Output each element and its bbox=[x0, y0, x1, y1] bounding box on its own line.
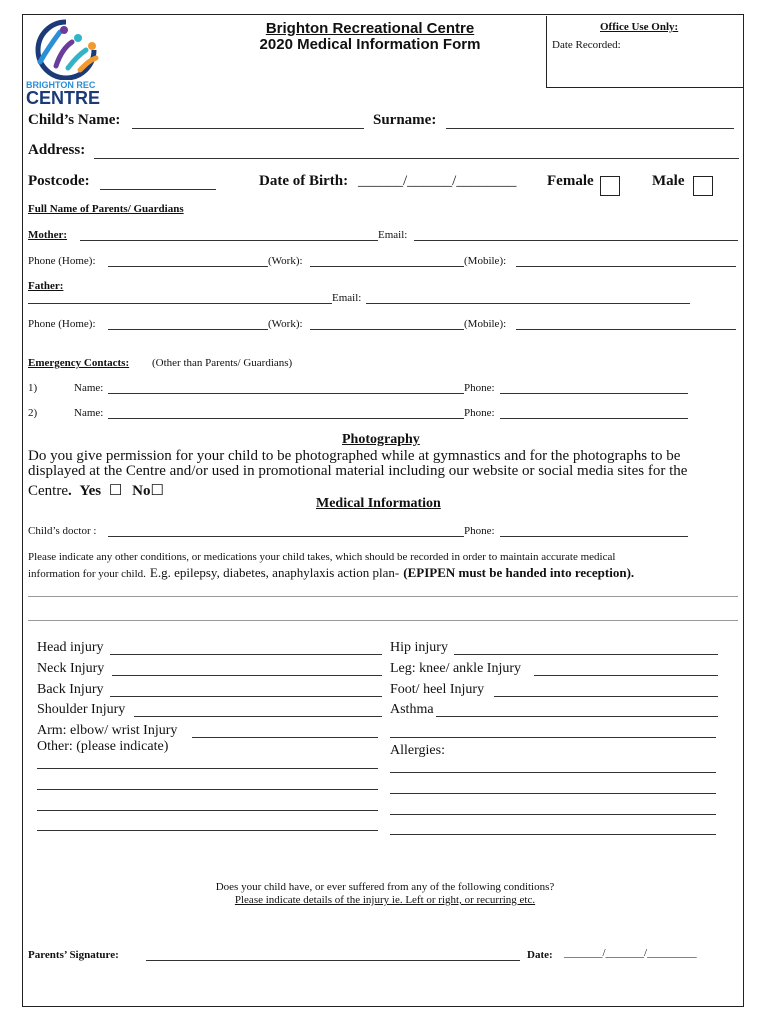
allergies-label: Allergies: bbox=[390, 743, 445, 758]
condition-label: Leg: knee/ ankle Injury bbox=[390, 661, 522, 676]
condition-field[interactable] bbox=[454, 654, 718, 655]
yes-checkbox[interactable]: ☐ bbox=[108, 483, 123, 499]
other-field[interactable] bbox=[37, 789, 378, 790]
emergency-name-label: Name: bbox=[74, 382, 104, 394]
emergency-2-phone-field[interactable] bbox=[500, 418, 688, 419]
condition-field[interactable] bbox=[494, 696, 718, 697]
photography-text-line2: displayed at the Centre and/or used in promotional material including our website or social media sites for the bbox=[28, 463, 688, 479]
medical-heading: Medical Information bbox=[316, 496, 441, 511]
condition-field[interactable] bbox=[534, 675, 718, 676]
org-title: Brighton Recreational Centre bbox=[265, 20, 475, 37]
surname-field[interactable] bbox=[446, 128, 734, 129]
conditions-question: Does your child have, or ever suffered from any of the following conditions? bbox=[215, 881, 555, 893]
father-work-label: (Work): bbox=[268, 318, 303, 330]
father-name-field[interactable] bbox=[28, 303, 332, 304]
condition-field[interactable] bbox=[112, 675, 382, 676]
mother-phone-home-field[interactable] bbox=[108, 266, 268, 267]
emergency-row-num: 2) bbox=[28, 407, 38, 419]
emergency-2-name-field[interactable] bbox=[108, 418, 464, 419]
mother-mobile-label: (Mobile): bbox=[464, 255, 507, 267]
emergency-note: (Other than Parents/ Guardians) bbox=[152, 357, 293, 369]
emergency-1-phone-field[interactable] bbox=[500, 393, 688, 394]
allergies-field[interactable] bbox=[390, 834, 716, 835]
emergency-phone-label: Phone: bbox=[464, 407, 495, 419]
condition-field[interactable] bbox=[390, 737, 716, 738]
mother-mobile-field[interactable] bbox=[516, 266, 736, 267]
photography-consent-row: Centre. Yes ☐ No☐ bbox=[28, 483, 164, 499]
condition-label: Hip injury bbox=[390, 640, 448, 655]
condition-label: Asthma bbox=[390, 702, 434, 717]
dob-field[interactable]: ______/______/________ bbox=[358, 173, 517, 189]
allergies-field[interactable] bbox=[390, 814, 716, 815]
emergency-name-label: Name: bbox=[74, 407, 104, 419]
mother-email-label: Email: bbox=[378, 229, 408, 241]
other-field[interactable] bbox=[37, 768, 378, 769]
male-label: Male bbox=[652, 173, 685, 189]
photography-text-line3: Centre bbox=[28, 483, 68, 499]
condition-label: Foot/ heel Injury bbox=[390, 682, 485, 697]
medical-instructions-line2: information for your child. E.g. epilepsy, diabetes, anaphylaxis action plan- (EPIPEN must be handed into reception). bbox=[28, 565, 635, 580]
doctor-phone-label: Phone: bbox=[464, 525, 495, 537]
male-checkbox[interactable] bbox=[693, 176, 713, 196]
father-work-field[interactable] bbox=[310, 329, 464, 330]
date-recorded-label: Date Recorded: bbox=[552, 39, 621, 51]
female-label: Female bbox=[547, 173, 594, 189]
father-phone-home-field[interactable] bbox=[108, 329, 268, 330]
father-email-label: Email: bbox=[332, 292, 362, 304]
dob-label: Date of Birth: bbox=[259, 173, 349, 189]
father-label: Father: bbox=[28, 280, 64, 292]
emergency-row-num: 1) bbox=[28, 382, 38, 394]
medical-instructions-line1: Please indicate any other conditions, or medications your child takes, which should be recorded in order to maintain accurate medical bbox=[28, 551, 616, 563]
no-checkbox[interactable]: ☐ bbox=[150, 483, 164, 499]
condition-field[interactable] bbox=[192, 737, 378, 738]
other-field[interactable] bbox=[37, 810, 378, 811]
logo-line1: BRIGHTON REC bbox=[26, 80, 96, 90]
parents-heading: Full Name of Parents/ Guardians bbox=[28, 203, 184, 215]
photography-heading: Photography bbox=[342, 432, 420, 447]
yes-label: Yes bbox=[79, 483, 102, 499]
condition-field[interactable] bbox=[436, 716, 718, 717]
emergency-1-name-field[interactable] bbox=[108, 393, 464, 394]
signature-field[interactable] bbox=[146, 960, 520, 961]
condition-label: Head injury bbox=[37, 640, 104, 655]
father-mobile-label: (Mobile): bbox=[464, 318, 507, 330]
child-name-field[interactable] bbox=[132, 128, 364, 129]
logo-line2: CENTRE bbox=[26, 88, 101, 108]
signature-date-field[interactable]: _______/_______/_________ bbox=[564, 947, 697, 959]
allergies-field[interactable] bbox=[390, 772, 716, 773]
child-name-label: Child’s Name: bbox=[28, 112, 121, 128]
conditions-instruction: Please indicate details of the injury ie. Left or right, or recurring etc. bbox=[234, 894, 536, 906]
postcode-field[interactable] bbox=[100, 189, 216, 190]
medical-notes-line[interactable] bbox=[28, 596, 738, 597]
emergency-heading: Emergency Contacts: bbox=[28, 357, 130, 369]
surname-label: Surname: bbox=[373, 112, 437, 128]
condition-label: Shoulder Injury bbox=[37, 702, 126, 717]
mother-work-field[interactable] bbox=[310, 266, 464, 267]
no-label: No bbox=[132, 483, 151, 499]
brighton-rec-logo bbox=[26, 18, 106, 108]
father-mobile-field[interactable] bbox=[516, 329, 736, 330]
condition-field[interactable] bbox=[110, 696, 382, 697]
female-checkbox[interactable] bbox=[600, 176, 620, 196]
mother-email-field[interactable] bbox=[414, 240, 738, 241]
signature-label: Parents’ Signature: bbox=[28, 949, 119, 961]
condition-field[interactable] bbox=[110, 654, 382, 655]
father-phone-home-label: Phone (Home): bbox=[28, 318, 96, 330]
doctor-label: Child’s doctor : bbox=[28, 525, 97, 537]
address-field[interactable] bbox=[94, 158, 739, 159]
photography-text-line1: Do you give permission for your child to be photographed while at gymnastics and for the photographs to be bbox=[28, 448, 681, 464]
form-title: 2020 Medical Information Form bbox=[259, 36, 481, 53]
father-email-field[interactable] bbox=[366, 303, 690, 304]
other-field[interactable] bbox=[37, 830, 378, 831]
allergies-field[interactable] bbox=[390, 793, 716, 794]
doctor-phone-field[interactable] bbox=[500, 536, 688, 537]
other-label: Other: (please indicate) bbox=[37, 739, 169, 754]
office-use-label: Office Use Only: bbox=[600, 21, 679, 33]
mother-phone-home-label: Phone (Home): bbox=[28, 255, 96, 267]
condition-label: Back Injury bbox=[37, 682, 104, 697]
condition-field[interactable] bbox=[134, 716, 382, 717]
medical-notes-line[interactable] bbox=[28, 620, 738, 621]
signature-date-label: Date: bbox=[527, 949, 553, 961]
mother-label: Mother: bbox=[28, 229, 68, 241]
condition-label: Neck Injury bbox=[37, 661, 105, 676]
mother-name-field[interactable] bbox=[80, 240, 378, 241]
address-label: Address: bbox=[28, 142, 86, 158]
mother-work-label: (Work): bbox=[268, 255, 303, 267]
logo-figures-icon bbox=[26, 18, 106, 80]
condition-label: Arm: elbow/ wrist Injury bbox=[37, 723, 178, 738]
emergency-phone-label: Phone: bbox=[464, 382, 495, 394]
postcode-label: Postcode: bbox=[28, 173, 90, 189]
doctor-field[interactable] bbox=[108, 536, 464, 537]
